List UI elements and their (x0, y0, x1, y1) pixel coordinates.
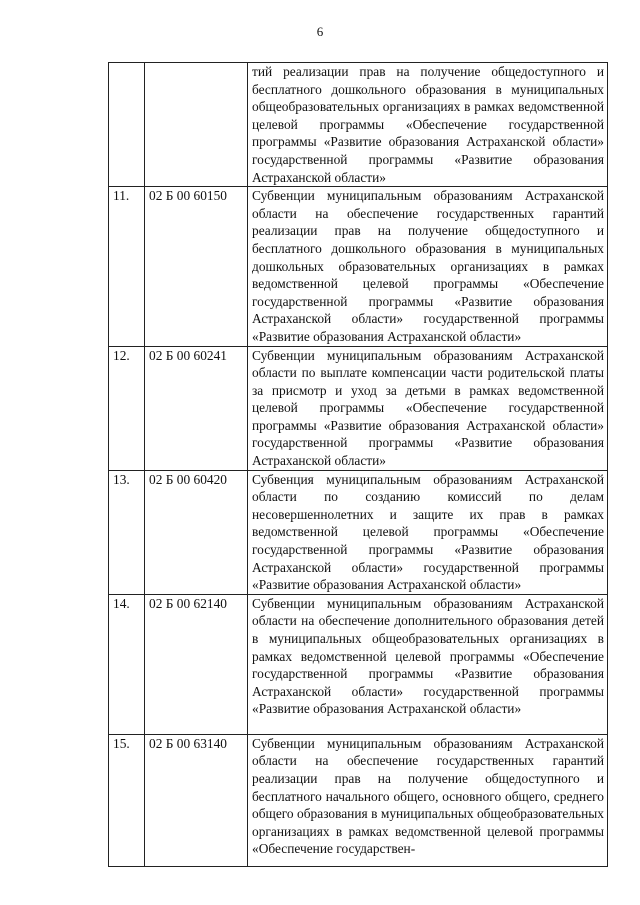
row-number: 12. (109, 346, 145, 470)
budget-code: 02 Б 00 60150 (145, 187, 248, 346)
row-number: 14. (109, 594, 145, 734)
row-number: 11. (109, 187, 145, 346)
budget-code: 02 Б 00 60241 (145, 346, 248, 470)
page-number: 6 (316, 24, 324, 39)
row-number: 15. (109, 734, 145, 866)
row-number (109, 63, 145, 187)
table-row (109, 594, 608, 734)
budget-code: 02 Б 00 62140 (145, 594, 248, 734)
row-description: тий реализации прав на получение общедоступного и бесплатного дошкольного образования в муниципальных общеобразовательных организациях в рамках ведомственной целевой программы «Обеспечение государственной программы «Развитие образования Астраханской области» государственной программы «Развитие образования Астраханской области» (248, 63, 608, 187)
budget-table (108, 62, 608, 867)
table-row (109, 63, 608, 187)
budget-code: 02 Б 00 63140 (145, 734, 248, 866)
table-row (109, 734, 608, 866)
table-row (109, 187, 608, 346)
budget-code: 02 Б 00 60420 (145, 470, 248, 594)
budget-code (145, 63, 248, 187)
row-description: Субвенции муниципальным образованиям Астраханской области на обеспечение дополнительного образования детей в муниципальных общеобразовательных организациях в рамках ведомственной целевой программы «Обеспечение государственной программы «Развитие образования Астраханской области» государственной программы «Развитие образования Астраханской области» (248, 594, 608, 734)
row-number: 13. (109, 470, 145, 594)
row-description: Субвенции муниципальным образованиям Астраханской области на обеспечение государственных гарантий реализации прав на получение общедоступного и бесплатного дошкольного образования в муниципальных дошкольных образовательных организациях в рамках ведомственной целевой программы «Обеспечение государственной программы «Развитие образования Астраханской области» государственной программы «Развитие образования Астраханской области» (248, 187, 608, 346)
table-row (109, 470, 608, 594)
row-description: Субвенция муниципальным образованиям Астраханской области по созданию комиссий по делам несовершеннолетних и защите их прав в рамках ведомственной целевой программы «Обеспечение государственной программы «Развитие образования Астраханской области» государственной программы «Развитие образования Астраханской области» (248, 470, 608, 594)
row-description: Субвенции муниципальным образованиям Астраханской области по выплате компенсации части родительской платы за присмотр и уход за детьми в рамках ведомственной целевой программы «Обеспечение государственной программы «Развитие образования Астраханской области» государственной программы «Развитие образования Астраханской области» (248, 346, 608, 470)
row-description: Субвенции муниципальным образованиям Астраханской области на обеспечение государственных гарантий реализации прав на получение общедоступного и бесплатного начального общего, основного общего, среднего общего образования в муниципальных общеобразовательных организациях в рамках ведомственной целевой программы «Обеспечение государствен- (248, 734, 608, 866)
table-row (109, 346, 608, 470)
